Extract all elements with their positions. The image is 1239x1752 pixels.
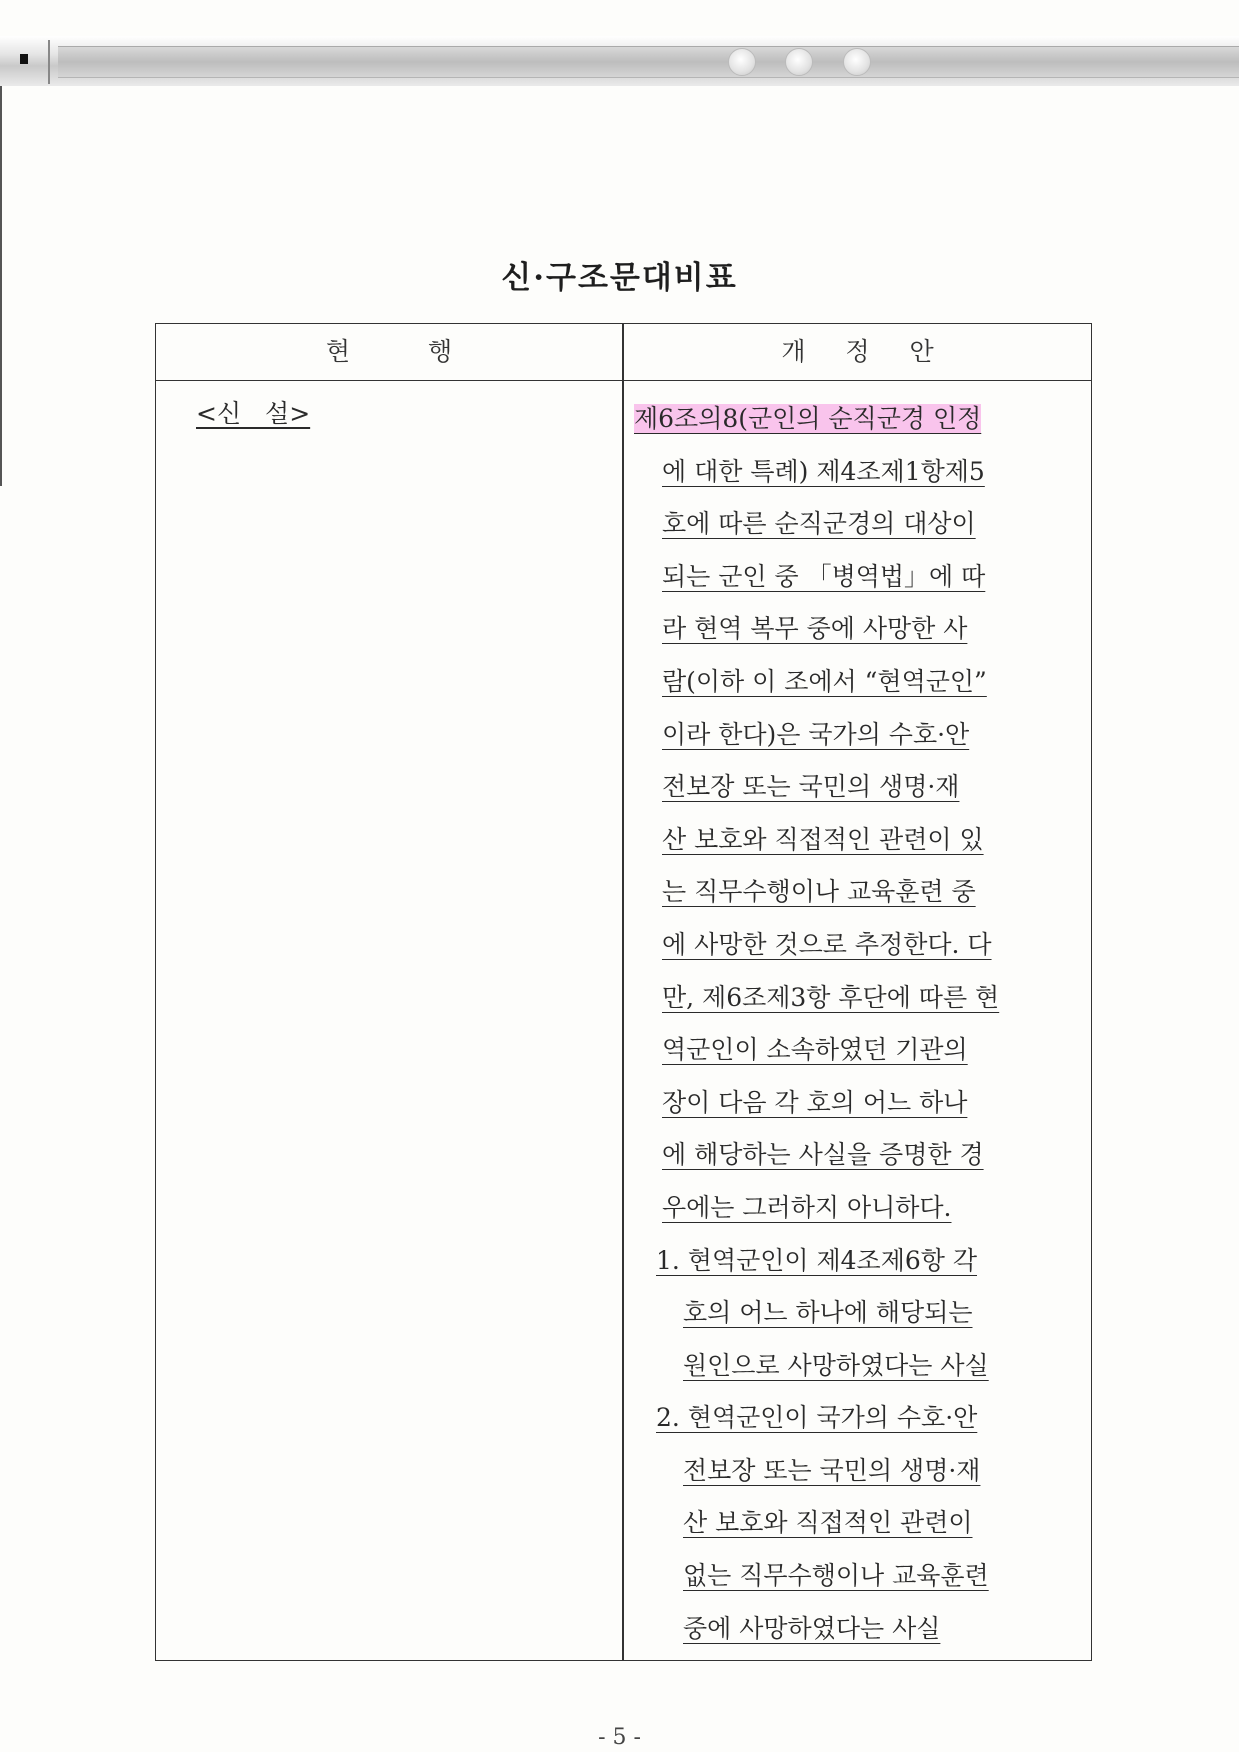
revised-line: 되는 군인 중 「병역법」에 따 [662, 561, 986, 591]
page-number: - 5 - [598, 1725, 641, 1750]
revised-line: 우에는 그러하지 아니하다. [662, 1192, 952, 1222]
binder-hole [843, 48, 871, 76]
revised-line: 산 보호와 직접적인 관련이 [683, 1508, 973, 1538]
revised-line: 제6조의8(군인의 순직군경 인정 [634, 404, 982, 433]
comparison-table [155, 323, 1092, 1661]
revised-line: 중에 사망하였다는 사실 [683, 1613, 941, 1643]
scan-tick [48, 40, 50, 84]
header-revised-draft: 개 정 안 [781, 337, 934, 366]
revised-line: 에 사망한 것으로 추정한다. 다 [662, 929, 992, 959]
revised-item-2: 2. 현역군인이 국가의 수호·안 [656, 1403, 978, 1433]
current-law-new-provision-mark: <신 설> [196, 399, 311, 428]
revised-line: 없는 직무수행이나 교육훈련 [683, 1561, 989, 1591]
revised-article-text [634, 393, 1076, 1655]
revised-line: 만, 제6조제3항 후단에 따른 현 [662, 982, 1000, 1012]
revised-line: 에 대한 특례) 제4조제1항제5 [662, 456, 985, 486]
revised-line: 역군인이 소속하였던 기관의 [662, 1035, 968, 1065]
revised-line: 전보장 또는 국민의 생명·재 [662, 772, 960, 802]
revised-line: 에 해당하는 사실을 증명한 경 [662, 1140, 984, 1170]
revised-line: 산 보호와 직접적인 관련이 있 [662, 824, 984, 854]
revised-item-1: 1. 현역군인이 제4조제6항 각 [656, 1245, 978, 1275]
revised-line: 라 현역 복무 중에 사망한 사 [662, 614, 968, 644]
revised-line: 장이 다음 각 호의 어느 하나 [662, 1087, 968, 1117]
revised-line: 전보장 또는 국민의 생명·재 [683, 1455, 981, 1485]
binder-hole [785, 48, 813, 76]
table-header-row [156, 324, 1091, 381]
document-title: 신·구조문대비표 [501, 260, 738, 296]
revised-line: 호에 따른 순직군경의 대상이 [662, 509, 976, 539]
binder-bar [58, 46, 1239, 78]
revised-line: 호의 어느 하나에 해당되는 [683, 1298, 973, 1328]
binder-hole [728, 48, 756, 76]
revised-line: 람(이하 이 조에서 “현역군인” [662, 666, 987, 696]
header-current-law: 현 행 [325, 337, 453, 366]
column-divider [622, 324, 624, 1660]
revised-line: 원인으로 사망하였다는 사실 [683, 1350, 989, 1380]
revised-line: 이라 한다)은 국가의 수호·안 [662, 719, 970, 749]
scan-artifact-strip [0, 36, 1239, 86]
scan-notch [20, 54, 28, 64]
revised-line: 는 직무수행이나 교육훈련 중 [662, 877, 976, 907]
